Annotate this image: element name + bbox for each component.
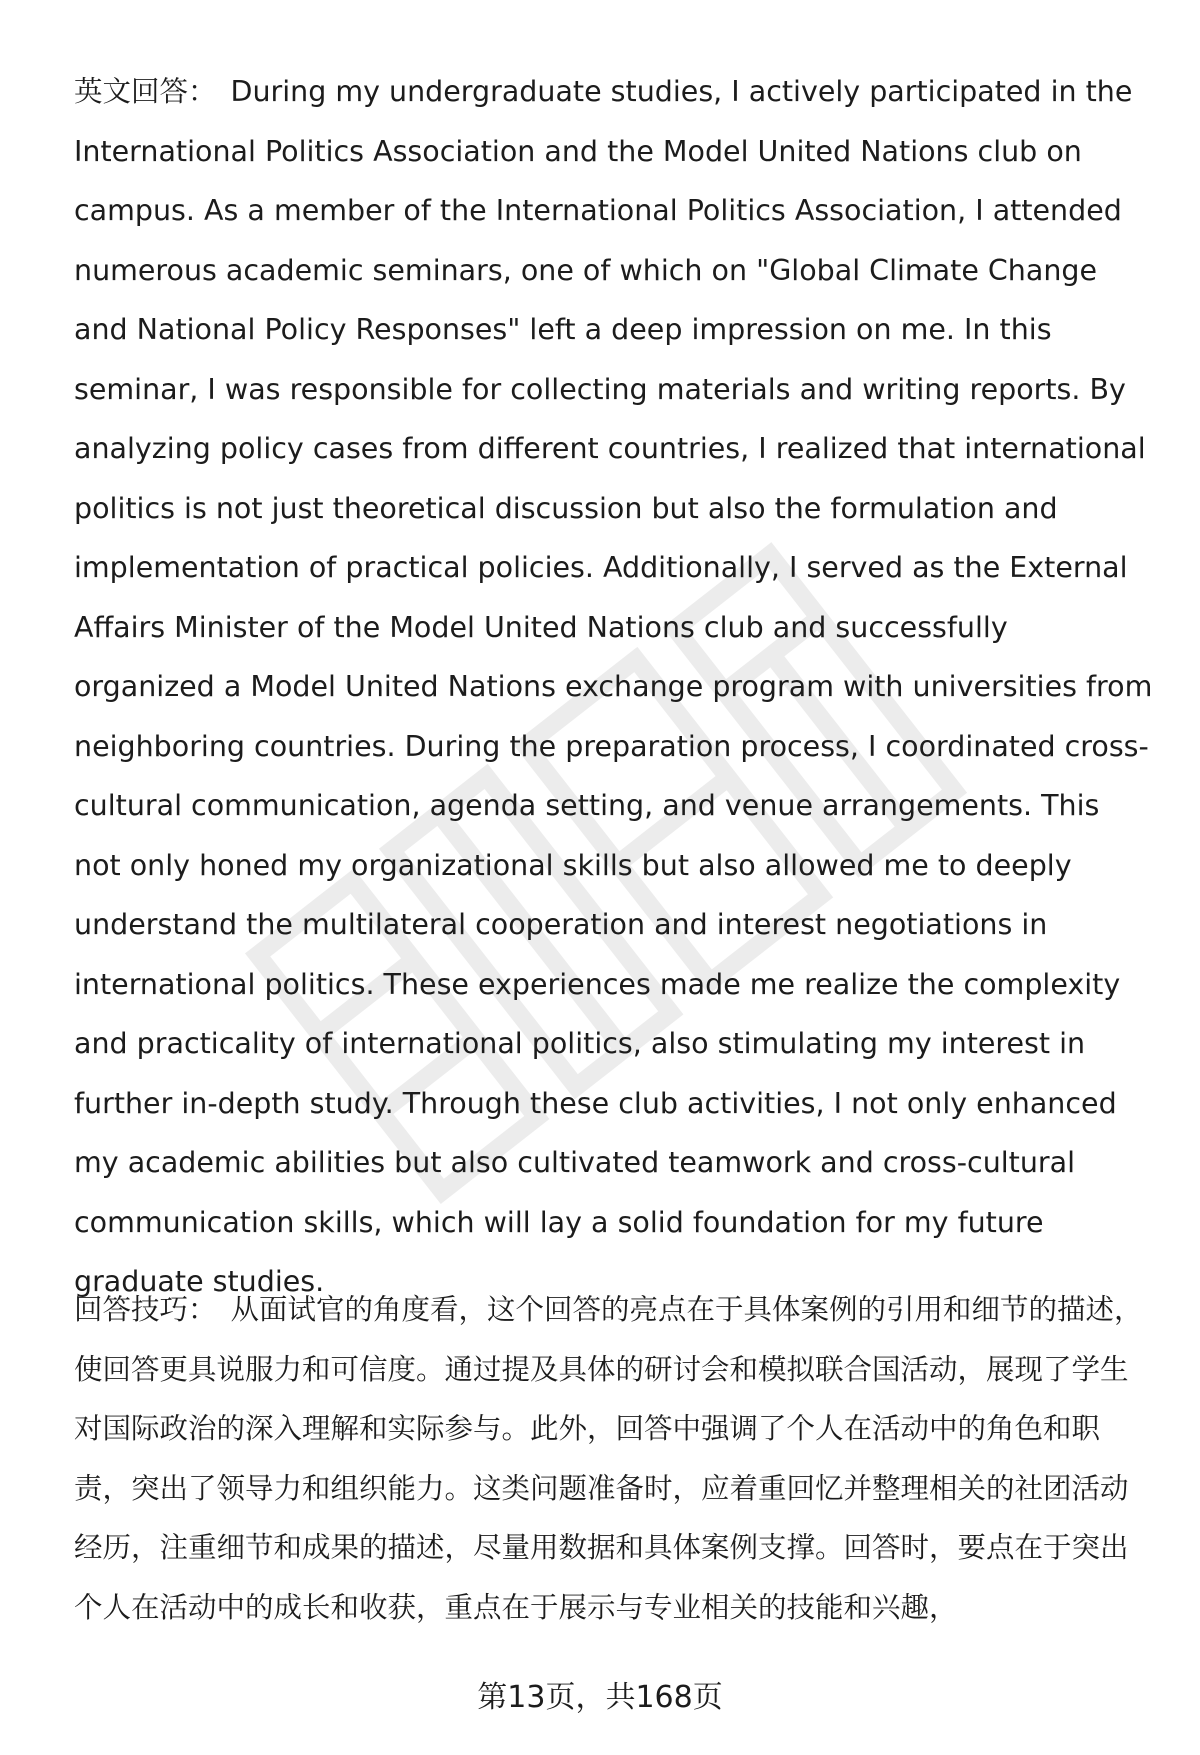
answer-tips-label: 回答技巧： <box>74 1293 217 1326</box>
page-indicator: 第13页，共168页 <box>477 1680 723 1715</box>
english-answer-paragraph <box>74 62 1154 1312</box>
english-answer-text: During my undergraduate studies, I actively participated in the International Politics Association and the Model United Nations club on campus. As a member of the International Politics Association, I attended numerous academic seminars, one of which on "Global Climate Change and National Policy Responses" left a deep impression on me. In this seminar, I was responsible for collecting materials and writing reports. By analyzing policy cases from different countries, I realized that international politics is not just theoretical discussion but also the formulation and implementation of practical policies. Additionally, I served as the External Affairs Minister of the Model United Nations club and successfully organized a Model United Nations exchange program with universities from neighboring countries. During the preparation process, I coordinated cross-cultural communication, agenda setting, and venue arrangements. This not only honed my organizational skills but also allowed me to deeply understand the multilateral cooperation and interest negotiations in international politics. These experiences made me realize the complexity and practicality of international politics, also stimulating my interest in further in-depth study. Through these club activities, I not only enhanced my academic abilities but also cultivated teamwork and cross-cultural communication skills, which will lay a solid foundation for my future graduate studies. <box>74 75 1153 1298</box>
answer-tips-paragraph <box>74 1280 1154 1637</box>
answer-tips-text: 从面试官的角度看，这个回答的亮点在于具体案例的引用和细节的描述，使回答更具说服力和可信度。通过提及具体的研讨会和模拟联合国活动，展现了学生对国际政治的深入理解和实际参与。此外，回答中强调了个人在活动中的角色和职责，突出了领导力和组织能力。这类问题准备时，应着重回忆并整理相关的社团活动经历，注重细节和成果的描述，尽量用数据和具体案例支撑。回答时，要点在于突出个人在活动中的成长和收获，重点在于展示与专业相关的技能和兴趣， <box>74 1293 1143 1624</box>
english-answer-label: 英文回答： <box>74 75 217 108</box>
